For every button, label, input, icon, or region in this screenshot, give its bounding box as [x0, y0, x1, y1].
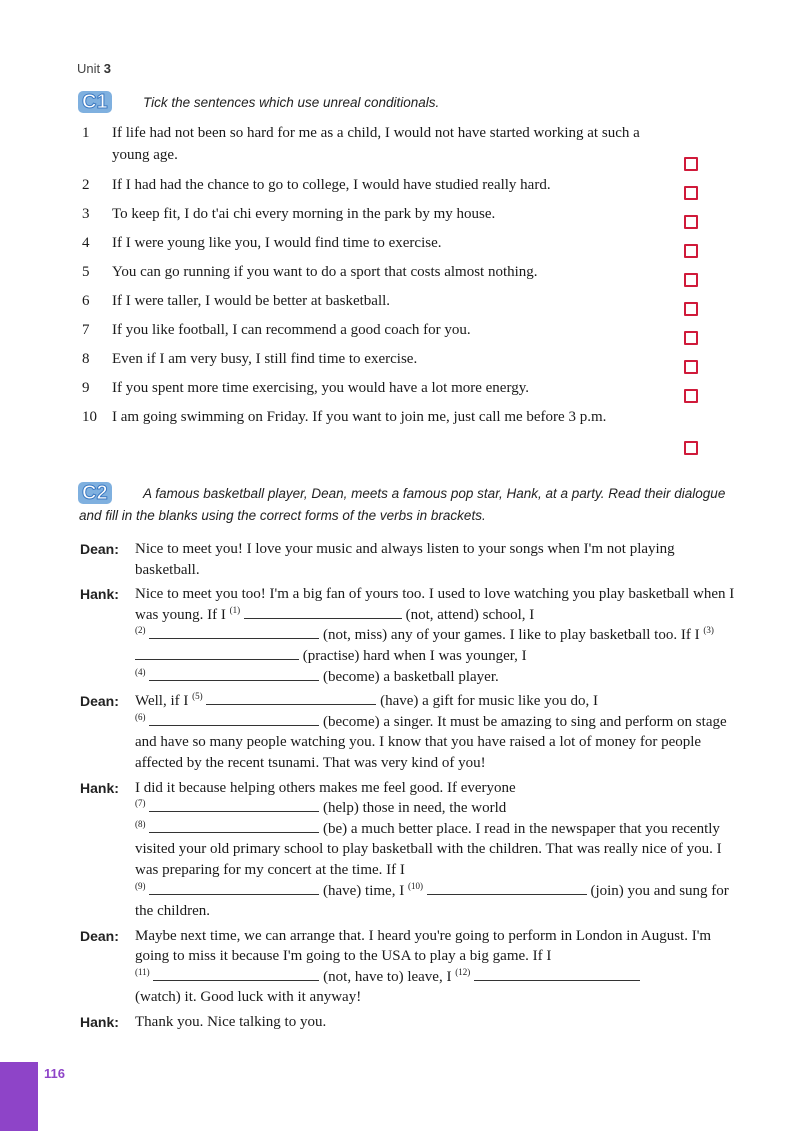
blank-1[interactable] — [244, 605, 402, 619]
blank-number: (2) — [135, 625, 146, 636]
item-number: 5 — [82, 264, 90, 280]
blank-2[interactable] — [149, 625, 319, 639]
tick-box-5[interactable] — [684, 273, 698, 287]
c1-item-7 — [82, 319, 702, 348]
speech-text: (not, attend) school, I — [405, 606, 535, 623]
blank-number: (4) — [135, 666, 146, 677]
speech-text: (join) you and sung for the children. — [135, 882, 729, 920]
speech-text: (be) a much better place. I read in the newspaper that you recently visited your old primary school to play basketball with the children. That was really nice of you. I was preparing for my concert at the time. If I — [135, 820, 722, 878]
blank-5[interactable] — [206, 691, 376, 705]
dialogue-turn-3 — [80, 691, 740, 773]
speaker-dean: Dean: — [80, 693, 119, 710]
blank-11[interactable] — [153, 967, 319, 981]
speech-text: (not, miss) any of your games. I like to play basketball too. If I — [323, 627, 700, 644]
speech-text: (help) those in need, the world — [323, 800, 507, 817]
item-text: If you like football, I can recommend a good coach for you. — [112, 322, 471, 338]
blank-number: (1) — [229, 604, 241, 615]
blank-8[interactable] — [149, 819, 319, 833]
blank-number: (8) — [135, 818, 146, 829]
c1-item-1 — [82, 122, 702, 174]
speech-text: (not, have to) leave, I — [323, 968, 452, 985]
tick-box-3[interactable] — [684, 215, 698, 229]
c1-item-5 — [82, 261, 702, 290]
speaker-hank: Hank: — [80, 1014, 119, 1031]
unit-number: 3 — [103, 61, 111, 76]
item-number: 8 — [82, 351, 90, 367]
c1-item-8 — [82, 348, 702, 377]
c1-badge: C1 — [78, 91, 112, 113]
c1-instruction: Tick the sentences which use unreal conditionals. — [143, 95, 440, 110]
item-text: If you spent more time exercising, you would have a lot more energy. — [112, 380, 529, 396]
item-number: 1 — [82, 125, 90, 141]
speech-text: (have) a gift for music like you do, I — [380, 693, 598, 710]
dialogue-turn-6 — [80, 1012, 740, 1033]
blank-9[interactable] — [149, 881, 319, 895]
c1-item-9 — [82, 377, 702, 406]
item-number: 4 — [82, 235, 90, 251]
item-text: If life had not been so hard for me as a child, I would not have started working at such a young age. — [112, 125, 640, 163]
speech-text: Nice to meet you too! I'm a big fan of yours too. I used to love watching you play basketball when I was young. If I — [135, 586, 735, 623]
c1-item-10 — [82, 406, 702, 458]
item-text: I am going swimming on Friday. If you want to join me, just call me before 3 p.m. — [112, 409, 607, 425]
speech-text: (become) a basketball player. — [323, 668, 499, 685]
blank-10[interactable] — [427, 881, 587, 895]
dialogue-turn-4 — [80, 778, 740, 922]
item-number: 9 — [82, 380, 90, 396]
blank-4[interactable] — [149, 667, 319, 681]
item-text: To keep fit, I do t'ai chi every morning in the park by my house. — [112, 206, 496, 222]
speaker-dean: Dean: — [80, 927, 119, 944]
tick-box-2[interactable] — [684, 186, 698, 200]
speech-text: I did it because helping others makes me feel good. If everyone — [135, 779, 516, 796]
blank-number: (6) — [135, 711, 146, 722]
c2-dialogue — [80, 539, 740, 1037]
unit-word: Unit — [77, 61, 101, 76]
blank-7[interactable] — [149, 798, 319, 812]
c1-sentence-list — [82, 122, 702, 458]
blank-number: (7) — [135, 798, 146, 809]
blank-12[interactable] — [474, 967, 640, 981]
tick-box-6[interactable] — [684, 302, 698, 316]
item-number: 6 — [82, 293, 90, 309]
blank-number: (9) — [135, 880, 146, 891]
blank-number: (5) — [192, 691, 203, 702]
c1-item-6 — [82, 290, 702, 319]
blank-number: (12) — [455, 966, 471, 977]
speech-text: Maybe next time, we can arrange that. I heard you're going to perform in London in August. I'm going to miss it because I'm going to the USA to play a big game. If I — [135, 927, 712, 965]
speech-text: Well, if I — [135, 693, 189, 710]
speech-text: (have) time, I — [323, 882, 405, 899]
item-number: 7 — [82, 322, 90, 338]
speech-text: (become) a singer. It must be amazing to sing and perform on stage and have so many people watching you. I know that you have raised a lot of money for people affected by the recent tsunami. That was very kind of you! — [135, 713, 727, 771]
item-text: If I were taller, I would be better at basketball. — [112, 293, 391, 309]
item-text: You can go running if you want to do a sport that costs almost nothing. — [112, 264, 538, 280]
tick-box-10[interactable] — [684, 441, 698, 455]
blank-6[interactable] — [149, 712, 319, 726]
speech-text: Thank you. Nice talking to you. — [135, 1014, 327, 1031]
c2-instruction: A famous basketball player, Dean, meets a famous pop star, Hank, at a party. Read their dialogue and fill in the blanks using the correct forms of the verbs in brackets. — [79, 486, 726, 523]
blank-number: (11) — [135, 966, 150, 977]
blank-number: (10) — [407, 880, 423, 891]
item-text: If I had had the chance to go to college, I would have studied really hard. — [112, 177, 551, 193]
item-number: 10 — [82, 409, 97, 425]
speech-text: Nice to meet you! I love your music and always listen to your songs when I'm not playing basketball. — [135, 541, 675, 578]
tick-box-1[interactable] — [684, 157, 698, 171]
speaker-hank: Hank: — [80, 586, 119, 603]
page-color-tab — [0, 1062, 38, 1131]
speech-text: (practise) hard when I was younger, I — [302, 647, 527, 664]
c2-badge: C2 — [78, 482, 112, 504]
dialogue-turn-1 — [80, 539, 740, 580]
c1-item-3 — [82, 203, 702, 232]
dialogue-turn-5 — [80, 926, 740, 1008]
item-text: Even if I am very busy, I still find time to exercise. — [112, 351, 418, 367]
item-number: 2 — [82, 177, 90, 193]
speaker-hank: Hank: — [80, 779, 119, 796]
tick-box-7[interactable] — [684, 331, 698, 345]
dialogue-turn-2 — [80, 584, 740, 687]
speech-text: (watch) it. Good luck with it anyway! — [135, 989, 362, 1006]
unit-label — [77, 61, 111, 76]
tick-box-9[interactable] — [684, 389, 698, 403]
tick-box-8[interactable] — [684, 360, 698, 374]
tick-box-4[interactable] — [684, 244, 698, 258]
blank-number: (3) — [703, 625, 714, 636]
c1-item-4 — [82, 232, 702, 261]
item-text: If I were young like you, I would find time to exercise. — [112, 235, 442, 251]
page-number: 116 — [44, 1066, 65, 1081]
item-number: 3 — [82, 206, 90, 222]
c1-item-2 — [82, 174, 702, 203]
blank-3[interactable] — [135, 646, 299, 660]
speaker-dean: Dean: — [80, 541, 119, 557]
